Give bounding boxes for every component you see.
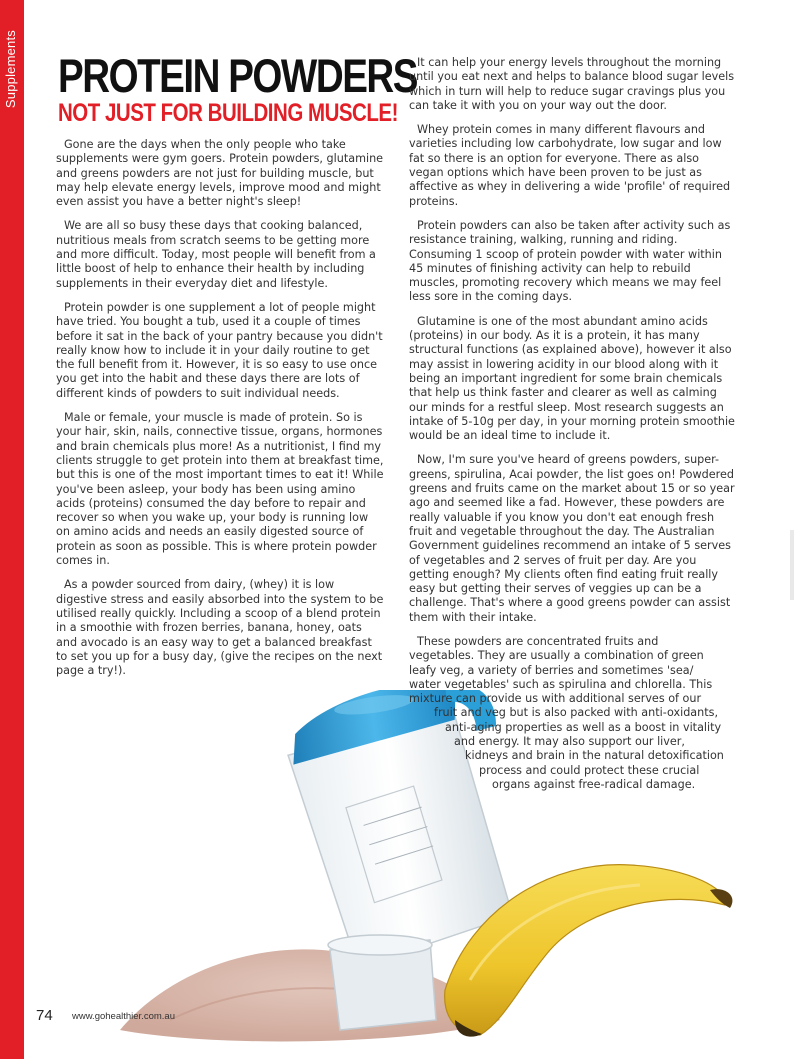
- wrapped-paragraph: [409, 635, 735, 792]
- paragraph-line: and energy. It may also support our liver,: [454, 735, 685, 749]
- paragraph: Now, I'm sure you've heard of greens powders, super-greens, spirulina, Acai powder, the list goes on! Powdered greens and fruits came on the market about 15 or so year ago and seemed like a fad. However, these powders are really valuable if you know you don't eat enough fresh fruit and vegetable throughout the day. The Australian Government guidelines recommend an intake of 5 serves of vegetables and 2 serves of fruit per day. Are you getting enough? My clients often find eating fruit really easy but getting their serves of veggies up can be a challenge. That's where a good greens powder can assist them with their intake.: [409, 453, 735, 624]
- paragraph: As a powder sourced from dairy, (whey) it is low digestive stress and easily absorbed into the system to be utilised really quickly. Including a scoop of a blend protein in a smoothie with frozen berries, banana, honey, oats and avocado is an easy way to get a balanced breakfast to set you up for a busy day, (give the recipes on the next page a try!).: [56, 578, 384, 678]
- measuring-scoop: [328, 935, 436, 1030]
- paragraph-line: process and could protect these crucial: [479, 763, 700, 777]
- paragraph-line: fruit and veg but is also packed with anti-oxidants,: [434, 706, 719, 720]
- paragraph: Glutamine is one of the most abundant amino acids (proteins) in our body. As it is a protein, it has many structural functions (as explained above), however it also may assist in lowering acidity in our blood along with it being an important ingredient for some brain chemicals that help us think faster and clearer as well as calming our minds for a restful sleep. Most research suggests an intake of 5-10g per day, in your morning protein smoothie would be an ideal time to include it.: [409, 314, 735, 443]
- article-subtitle: NOT JUST FOR BUILDING MUSCLE!: [58, 99, 398, 127]
- section-label: Supplements: [3, 30, 18, 109]
- right-column: [409, 56, 735, 802]
- paragraph: Male or female, your muscle is made of protein. So is your hair, skin, nails, connective tissue, organs, hormones and brain chemicals plus more! As a nutritionist, I find my clients struggle to get protein into them at breakfast time, but this is one of the most important times to eat it! While you've been asleep, your body has been using amino acids (proteins) consumed the day before to repair and recover so when you wake up, your body is running low on amino acids and needs an easily digested source of protein as soon as possible. This is where protein powder comes in.: [56, 411, 384, 568]
- paragraph: Protein powder is one supplement a lot of people might have tried. You bought a tub, used it a couple of times before it sat in the back of your pantry because you didn't really know how to include it in your daily routine to get the full benefit from it. However, it is so easy to use once you get into the habit and these days there are lots of different kinds of powders to suit individual needs.: [56, 300, 383, 400]
- paragraph: Gone are the days when the only people who take supplements were gym goers. Protein powders, glutamine and greens powders are not just for building muscle, but may help elevate energy levels, improve mood and might even assist you have a better night's sleep!: [56, 138, 384, 209]
- paragraph-line: water vegetables' such as spirulina and chlorella. This: [409, 677, 713, 691]
- section-sidebar: [0, 0, 24, 1059]
- paragraph-line: organs against free-radical damage.: [492, 777, 696, 791]
- website-link[interactable]: www.gohealthier.com.au: [72, 1011, 175, 1022]
- paragraph-line: anti-aging properties as well as a boost in vitality: [445, 720, 722, 734]
- article-title: PROTEIN POWDERS: [58, 49, 418, 102]
- paragraph-line: vegetables. They are usually a combination of green: [409, 649, 704, 663]
- paragraph-line: kidneys and brain in the natural detoxification: [465, 749, 724, 763]
- paragraph-line: leafy veg, a variety of berries and sometimes 'sea/: [409, 663, 694, 677]
- page-edge-marker: [790, 530, 794, 600]
- paragraph: Whey protein comes in many different flavours and varieties including low carbohydrate, low sugar and low fat so there is an option for everyone. There as also vegan options which have been proven to be just as affective as whey in delivering a wide 'profile' of required proteins.: [409, 123, 731, 208]
- paragraph: Protein powders can also be taken after activity such as resistance training, walking, running and riding. Consuming 1 scoop of protein powder with water within 45 minutes of finishing activity can help to rebuild muscles, promoting recovery which means we may feel less sore in the coming days.: [409, 218, 731, 304]
- paragraph: We are all so busy these days that cooking balanced, nutritious meals from scratch seems to be getting more and more difficult. Today, most people will benefit from a little boost of help to enhance their health by including supplements in their everyday diet and lifestyle.: [56, 219, 376, 290]
- paragraph: It can help your energy levels throughout the morning until you eat next and helps to balance blood sugar levels which in turn will help to reduce sugar cravings plus you can take it with you on your way out the door.: [409, 56, 735, 112]
- page-number: 74: [36, 1007, 53, 1024]
- paragraph-line: These powders are concentrated fruits and: [417, 634, 659, 648]
- paragraph-line: mixture can provide us with additional serves of our: [409, 692, 702, 706]
- left-column: [56, 138, 384, 678]
- protein-powder-pile: [120, 949, 500, 1041]
